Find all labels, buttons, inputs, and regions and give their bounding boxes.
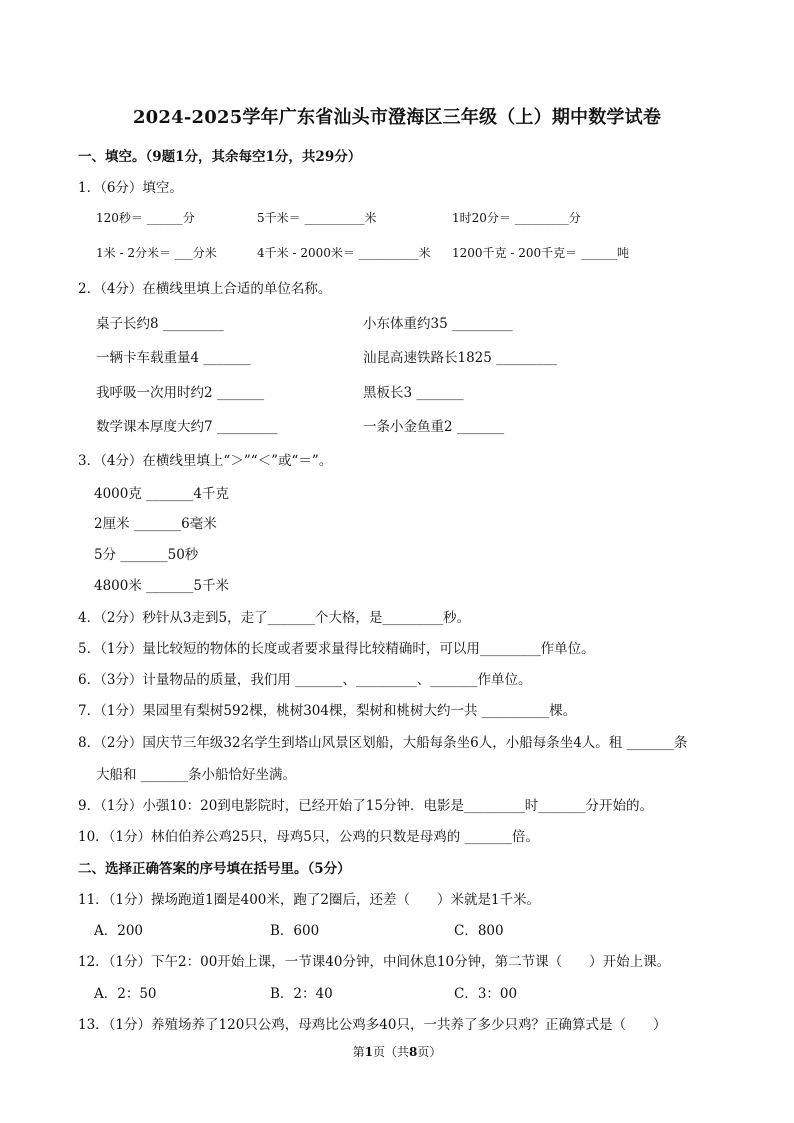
question-3-item: 4000克 _______4千克 bbox=[94, 486, 229, 502]
question-11-option-b: B．600 bbox=[270, 923, 320, 939]
question-2-item: 我呼吸一次用时约2 _______ bbox=[96, 385, 265, 401]
question-11-option-a: A．200 bbox=[94, 923, 144, 939]
section-heading-fill-blank: 一、填空。（9题1分，其余每空1分，共29分） bbox=[78, 149, 362, 165]
question-12-option-c: C．3：00 bbox=[454, 986, 518, 1002]
question-2-item: 黑板长3 _______ bbox=[363, 385, 464, 401]
footer-page-number: 1 bbox=[364, 1045, 373, 1059]
question-1-item: 1米 - 2分米＝ ___分米 bbox=[96, 246, 217, 260]
footer-mid: 页（共 bbox=[372, 1045, 409, 1059]
question-10: 10．（1分）林伯伯养公鸡25只，母鸡5只，公鸡的只数是母鸡的 _______倍。 bbox=[78, 829, 539, 845]
question-13-stem: 13．（1分）养殖场养了120只公鸡，母鸡比公鸡多40只，一共养了多少只鸡？正确算式是（ ） bbox=[78, 1017, 667, 1033]
question-2-item: 桌子长约8 _________ bbox=[96, 316, 224, 332]
question-9: 9．（1分）小强10：20到电影院时，已经开始了15分钟．电影是_________时_______分开始的。 bbox=[78, 798, 653, 814]
question-1-item: 4千米 - 2000米＝ __________米 bbox=[257, 246, 431, 260]
question-1-item: 1200千克 - 200千克＝ ______吨 bbox=[452, 246, 629, 260]
question-3-stem: 3．（4分）在横线里填上“＞”“＜”或“＝”。 bbox=[78, 453, 333, 469]
question-3-item: 2厘米 _______6毫米 bbox=[94, 516, 217, 532]
question-12-option-a: A．2：50 bbox=[94, 986, 157, 1002]
question-2-item: 一条小金鱼重2 _______ bbox=[363, 419, 505, 435]
question-12-stem: 12．（1分）下午2：00开始上课，一节课40分钟，中间休息10分钟，第二节课（ ）开始上课。 bbox=[78, 954, 671, 970]
question-12-option-b: B．2：40 bbox=[270, 986, 333, 1002]
section-heading-multiple-choice: 二、选择正确答案的序号填在括号里。（5分） bbox=[78, 861, 351, 877]
footer-total-pages: 8 bbox=[409, 1045, 418, 1059]
question-1-stem: 1．（6分）填空。 bbox=[78, 180, 183, 196]
question-6: 6．（3分）计量物品的质量，我们用 _______、_________、_______作单位。 bbox=[78, 672, 532, 688]
question-8-line-1: 8．（2分）国庆节三年级32名学生到塔山风景区划船，大船每条坐6人，小船每条坐4人。租 _______条 bbox=[78, 735, 688, 751]
footer-suffix: 页） bbox=[417, 1045, 442, 1059]
question-2-item: 一辆卡车载重量4 _______ bbox=[96, 350, 251, 366]
question-1-item: 1时20分＝ _________分 bbox=[452, 211, 581, 225]
question-5: 5．（1分）量比较短的物体的长度或者要求量得比较精确时，可以用_________作单位。 bbox=[78, 641, 595, 657]
footer-prefix: 第 bbox=[352, 1045, 365, 1059]
question-2-stem: 2．（4分）在横线里填上合适的单位名称。 bbox=[78, 281, 332, 297]
question-2-item: 汕昆高速铁路长1825 _________ bbox=[363, 350, 557, 366]
question-3-item: 4800米 _______5千米 bbox=[94, 578, 229, 594]
question-8-line-2: 大船和 _______条小船恰好坐满。 bbox=[96, 767, 297, 783]
question-1-item: 5千米＝ __________米 bbox=[257, 211, 377, 225]
question-7: 7．（1分）果园里有梨树592棵，桃树304棵，梨树和桃树大约一共 __________棵。 bbox=[78, 703, 577, 719]
question-4: 4．（2分）秒针从3走到5，走了_______个大格，是_________秒。 bbox=[78, 610, 471, 626]
page-footer bbox=[0, 1043, 794, 1060]
question-3-item: 5分 _______50秒 bbox=[94, 547, 199, 563]
question-2-item: 数学课本厚度大约7 _________ bbox=[96, 419, 278, 435]
question-2-item: 小东体重约35 _________ bbox=[363, 316, 513, 332]
page-title: 2024-2025学年广东省汕头市澄海区三年级（上）期中数学试卷 bbox=[132, 107, 662, 128]
question-11-option-c: C．800 bbox=[454, 923, 504, 939]
question-11-stem: 11．（1分）操场跑道1圈是400米，跑了2圈后，还差（ ）米就是1千米。 bbox=[78, 892, 541, 908]
question-1-item: 120秒＝ ______分 bbox=[96, 211, 195, 225]
